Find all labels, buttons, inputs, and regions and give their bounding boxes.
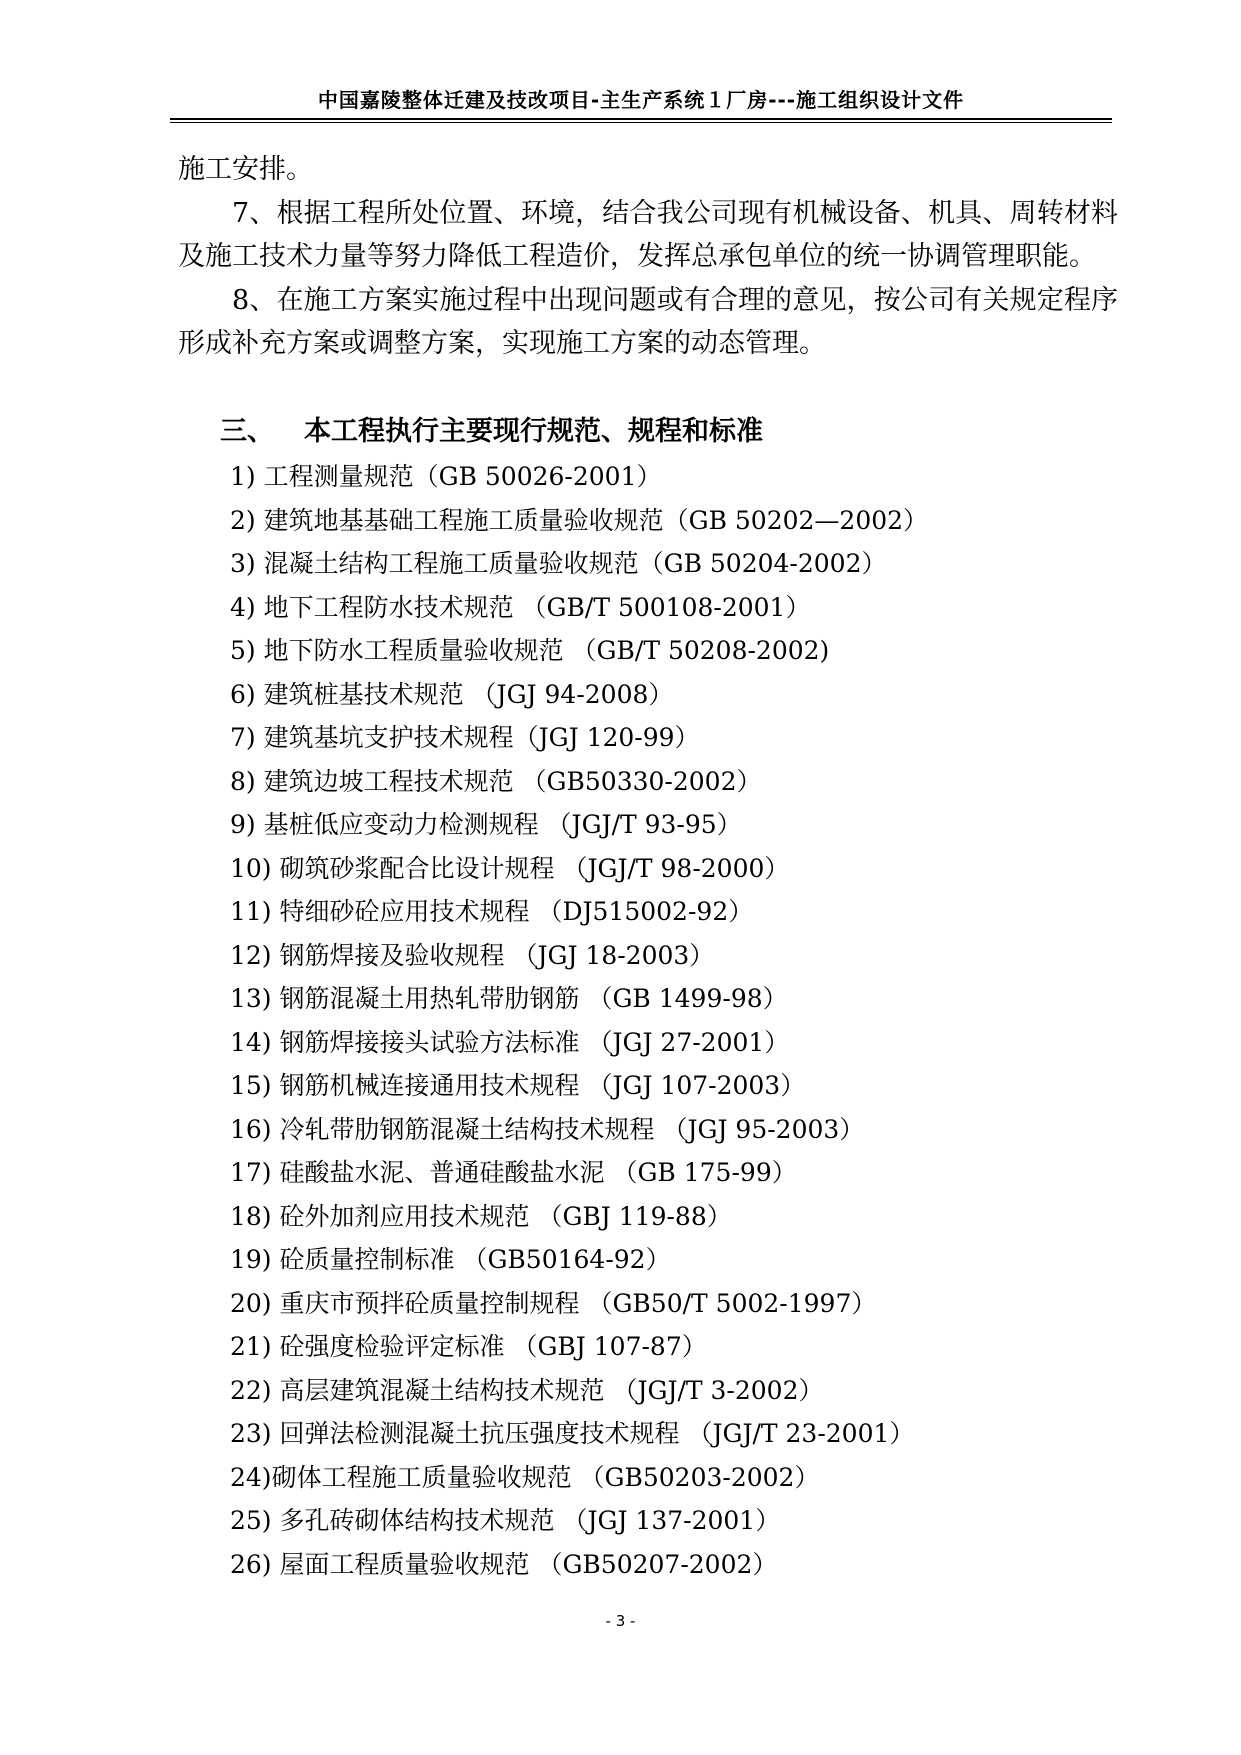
standard-list-item: 1) 工程测量规范（GB 50026-2001） — [230, 462, 662, 491]
section-heading — [220, 409, 763, 448]
header-rule-thin — [170, 122, 1112, 123]
standard-list-item: 20) 重庆市预拌砼质量控制规程 （GB50/T 5002-1997） — [230, 1288, 877, 1318]
standard-list-item: 15) 钢筋机械连接通用技术规程 （JGJ 107-2003） — [230, 1071, 806, 1100]
standard-list-item: 12) 钢筋焊接及验收规程 （JGJ 18-2003） — [230, 940, 715, 970]
standard-list-item: 26) 屋面工程质量验收规范 （GB50207-2002） — [230, 1549, 778, 1579]
standard-list-item: 25) 多孔砖砌体结构技术规范 （JGJ 137-2001） — [230, 1506, 781, 1535]
standard-list-item: 22) 高层建筑混凝土结构技术规范 （JGJ/T 3-2002） — [230, 1375, 824, 1405]
standard-list-item: 8) 建筑边坡工程技术规范 （GB50330-2002） — [230, 766, 762, 796]
standard-list-item: 3) 混凝土结构工程施工质量验收规范（GB 50204-2002） — [230, 549, 887, 578]
standard-list-item: 14) 钢筋焊接接头试验方法标准 （JGJ 27-2001） — [230, 1027, 790, 1057]
standards-list — [230, 455, 928, 1586]
standard-list-item: 21) 砼强度检验评定标准 （GBJ 107-87） — [230, 1332, 707, 1361]
paragraph: 施工安排。 — [178, 154, 313, 185]
standard-list-item: 17) 硅酸盐水泥、普通硅酸盐水泥 （GB 175-99） — [230, 1158, 797, 1187]
standard-list-item: 11) 特细砂砼应用技术规程 （DJ515002-92） — [230, 897, 754, 926]
section-title: 本工程执行主要现行规范、规程和标准 — [304, 416, 763, 447]
paragraph: 8、在施工方案实施过程中出现问题或有合理的意见，按公司有关规定程序形成补充方案或调整方案，实现施工方案的动态管理。 — [178, 284, 1118, 359]
standard-list-item: 2) 建筑地基基础工程施工质量验收规范（GB 50202—2002） — [230, 505, 929, 535]
standard-list-item: 6) 建筑桩基技术规范 （JGJ 94-2008） — [230, 679, 674, 709]
document-body — [178, 148, 1118, 366]
standard-list-item: 23) 回弹法检测混凝土抗压强度技术规程 （JGJ/T 23-2001） — [230, 1419, 915, 1448]
standard-list-item: 24)砌体工程施工质量验收规范 （GB50203-2002） — [230, 1462, 820, 1492]
standard-list-item: 5) 地下防水工程质量验收规范 （GB/T 50208-2002) — [230, 636, 830, 665]
page-number: - 3 - — [605, 1612, 636, 1630]
standard-list-item: 16) 冷轧带肋钢筋混凝土结构技术规程 （JGJ 95-2003） — [230, 1114, 865, 1144]
section-number: 三、 — [220, 416, 274, 447]
page-header: 中国嘉陵整体迁建及技改项目-主生产系统１厂房---施工组织设计文件 — [317, 88, 965, 112]
standard-list-item: 18) 砼外加剂应用技术规范 （GBJ 119-88） — [230, 1201, 732, 1231]
standard-list-item: 7) 建筑基坑支护技术规程（JGJ 120-99） — [230, 723, 700, 752]
standard-list-item: 19) 砼质量控制标准 （GB50164-92） — [230, 1245, 671, 1274]
standard-list-item: 13) 钢筋混凝土用热轧带肋钢筋 （GB 1499-98） — [230, 984, 788, 1013]
header-rule — [170, 118, 1112, 120]
standard-list-item: 9) 基桩低应变动力检测规程 （JGJ/T 93-95） — [230, 810, 742, 839]
standard-list-item: 10) 砌筑砂浆配合比设计规程 （JGJ/T 98-2000） — [230, 853, 790, 883]
paragraph: 7、根据工程所处位置、环境，结合我公司现有机械设备、机具、周转材料及施工技术力量等努力降低工程造价，发挥总承包单位的统一协调管理职能。 — [178, 197, 1118, 272]
standard-list-item: 4) 地下工程防水技术规范 （GB/T 500108-2001） — [230, 592, 811, 622]
